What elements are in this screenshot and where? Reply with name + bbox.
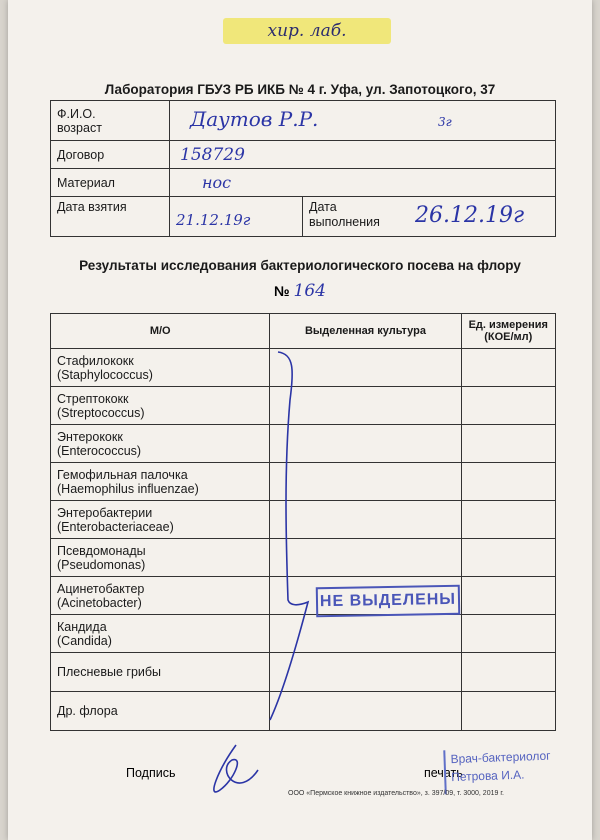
header-note: хир. лаб. bbox=[223, 18, 391, 44]
contract-value: 158729 bbox=[180, 144, 245, 165]
doctor-stamp-title: Врач-бактериолог bbox=[450, 748, 551, 767]
age-value: 3г bbox=[438, 115, 452, 129]
signature-label: Подпись bbox=[126, 766, 176, 780]
table-row: Гемофильная палочка (Haemophilus influenzae) bbox=[51, 463, 556, 501]
fio-value: Даутов Р.Р. bbox=[190, 107, 319, 131]
results-number-label: № bbox=[274, 283, 290, 299]
table-row: Плесневые грибы bbox=[51, 653, 556, 692]
doctor-stamp-name: Петрова И.А. bbox=[450, 767, 525, 785]
col-mo-header: М/О bbox=[51, 314, 270, 349]
not-isolated-stamp: НЕ ВЫДЕЛЕНЫ bbox=[316, 585, 461, 618]
material-label: Материал bbox=[51, 169, 170, 197]
table-row: Стафилококк (Staphylococcus) bbox=[51, 349, 556, 387]
lab-title: Лаборатория ГБУЗ РБ ИКБ № 4 г. Уфа, ул. Запотоцкого, 37 bbox=[104, 82, 496, 97]
fio-label-line2: возраст bbox=[57, 120, 102, 135]
results-title: Результаты исследования бактериологического посева на флору bbox=[79, 258, 521, 273]
date-taken-label: Дата взятия bbox=[51, 197, 170, 237]
table-row: Ацинетобактер (Acinetobacter) bbox=[51, 577, 556, 615]
doctor-stamp bbox=[443, 746, 579, 795]
fio-label-line1: Ф.И.О. bbox=[57, 106, 96, 121]
publisher-footer: ООО «Пермское книжное издательство», з. 397/09, т. 3000, 2019 г. bbox=[288, 790, 504, 797]
contract-label: Договор bbox=[51, 141, 170, 169]
col-unit-line2: (КОЕ/мл) bbox=[484, 331, 533, 343]
signature-icon bbox=[214, 745, 258, 792]
table-row: Энтерококк (Enterococcus) bbox=[51, 425, 556, 463]
date-done-value: 26.12.19г bbox=[415, 203, 525, 228]
date-done-label-line2: выполнения bbox=[309, 215, 380, 229]
table-row: Стрептококк (Streptococcus) bbox=[51, 387, 556, 425]
col-culture-header: Выделенная культура bbox=[270, 314, 461, 349]
handwritten-bracket-icon bbox=[8, 0, 592, 840]
results-number-value: 164 bbox=[293, 281, 326, 301]
table-row: Др. флора bbox=[51, 692, 556, 731]
date-done-label-line1: Дата bbox=[309, 200, 337, 214]
lab-form-sheet bbox=[8, 0, 592, 840]
material-value: нос bbox=[202, 173, 232, 192]
table-row: Псевдомонады (Pseudomonas) bbox=[51, 539, 556, 577]
table-row: Кандида (Candida) bbox=[51, 615, 556, 653]
col-unit-line1: Ед. измерения bbox=[468, 319, 548, 331]
seal-label: печать bbox=[424, 766, 463, 780]
date-taken-value: 21.12.19г bbox=[176, 211, 251, 229]
table-row: Энтеробактерии (Enterobacteriaceae) bbox=[51, 501, 556, 539]
